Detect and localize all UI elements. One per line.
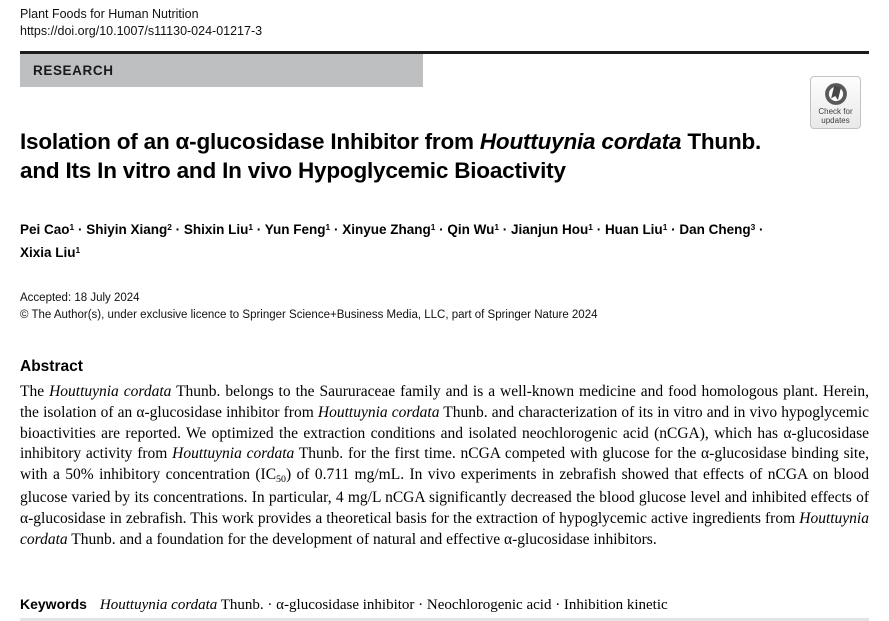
author-line1: Pei Cao$^1$ · Shiyin Xiang$^2$ · Shixin Liu$^1$ · Yun Feng$^1$ · Xinyue Zhang$^1$ · Qin $Wu^1$ · Jianjun Hou$^1$ · Huan Liu$^1$ · Dan Cheng$^3$ · [20,221,764,237]
journal-name: Plant Foods for Human Nutrition [20,7,199,21]
article-title-line1: Isolation of an α-glucosidase Inhibitor from Houttuynia cordata Thunb. [20,129,762,154]
check-for-updates-icon [823,81,849,107]
article-title [20,128,850,185]
doi-link: https://doi.org/10.1007/s11130-024-01217-3 [20,24,263,38]
abstract-text: The Houttuynia cordata Thunb. belongs to the Saururaceae family and is a well-known medicine and food homologous plant. Herein, the isolation of an α-glucosidase inhibitor from Houttuynia cordata Thunb. and characterization of its in vitro and in vivo hypoglycemic bioactivities are reported. We optimized the extraction conditions and isolated neochlorogenic acid (nCGA), which has α-glucosidase inhibitory activity from Houttuynia cordata Thunb. for the first time. nCGA competed with glucose for the α-glucosidase binding site, with a 50% inhibitory concentration $(IC_{50})$ of 0.711 mg/mL. In vivo experiments in zebrafish showed that effects of nCGA on blood glucose varied by its concentrations. In particular, 4 mg/L nCGA significantly decreased the blood glucose level and inhibited effects of α-glucosidase in zebrafish. This work provides a theoretical basis for the extraction of hypoglycemic active ingredients from Houttuynia cordata Thunb. and a foundation for the development of natural and effective α-glucosidase inhibitors. [20,383,870,548]
copyright-line: © The Author(s), under exclusive licence to Springer Science+Business Media, LLC, part of Springer Nature 2024 [20,309,598,321]
author-list [20,219,869,265]
section-label: RESEARCH [33,63,114,78]
badge-text-line1: Check for [818,107,853,116]
section-banner [20,54,423,87]
keywords-row [20,596,869,614]
accepted-date: Accepted: 18 July 2024 [20,292,140,304]
check-for-updates-badge[interactable] [810,76,861,129]
keywords-text: Houttuynia cordata Thunb. · α-glucosidase inhibitor · Neochlorogenic acid · Inhibition kinetic [99,597,668,613]
abstract-heading: Abstract [20,358,83,375]
badge-text-line2: updates [821,116,850,125]
author-line2: Xixia Liu$^1$ [20,244,81,260]
article-title-line2: and Its In vitro and In vivo Hypoglycemic Bioactivity [20,157,566,183]
keywords-label: Keywords [20,596,87,612]
